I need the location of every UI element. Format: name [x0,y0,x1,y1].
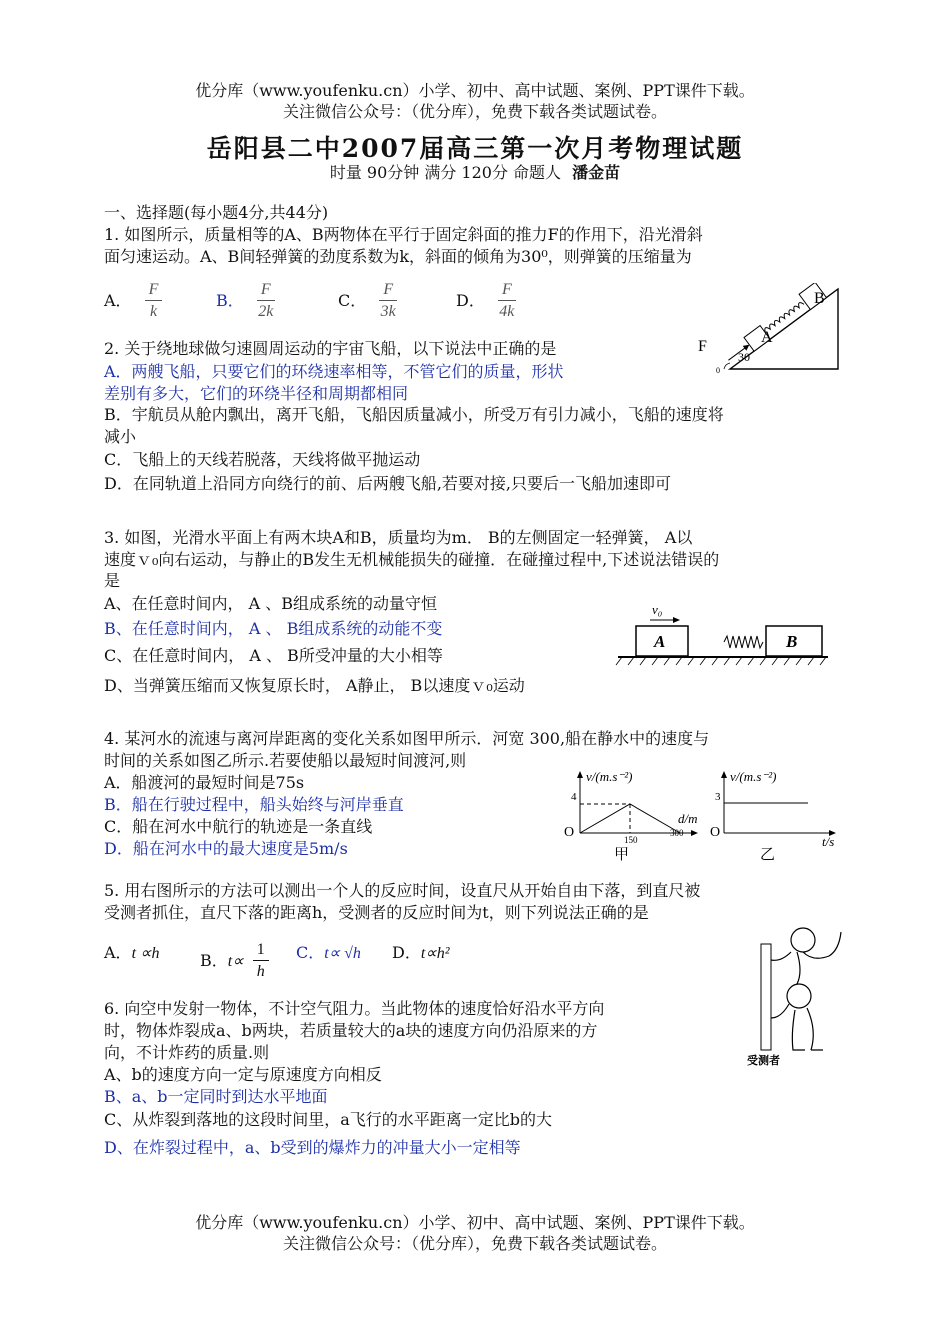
q5-option-b-expr: t∝ [227,953,244,970]
jia-origin: O [564,825,575,840]
q1-options [104,268,624,318]
jia-y-tick: 4 [571,791,577,803]
q5-reaction-figure [745,922,857,1068]
q5-option-d-expr: t∝h² [420,945,450,962]
q2-option-a-line1: A．两艘飞船，只要它们的环绕速率相等，不管它们的质量，形状 [104,362,564,381]
q2-option-c: C．飞船上的天线若脱落，天线将做平抛运动 [104,450,421,469]
q1-d-den: 4k [499,303,515,320]
q5-option-c-label: C． [296,943,325,962]
q1-stem-line1: 1. 如图所示，质量相等的A、B两物体在平行于固定斜面的推力F的作用下，沿光滑斜 [104,225,703,244]
q1-option-a [104,280,162,323]
q3-option-c: C、在任意时间内， A 、 B所受冲量的大小相等 [104,646,443,665]
ruler [761,944,771,1050]
q5-stem-line1: 5. 用右图所示的方法可以测出一个人的反应时间，设直尺从开始自由下落，到直尺被 [104,881,701,900]
jia-x-end-tick: 300 [670,828,684,838]
q1-option-c [338,280,397,323]
q5-option-b-fraction [253,940,269,983]
exam-meta-text: 时量 90分钟 满分 120分 命题人 [329,163,562,182]
q3-option-b: B、在任意时间内， A 、 B组成系统的动能不变 [104,619,443,638]
q1-option-b-label: B． [216,291,244,310]
jia-x-mid-tick: 150 [624,835,638,845]
tester-body [797,952,800,984]
q4-option-d: D．船在河水中的最大速度是5m/s [104,839,348,858]
fig-label-a: A [761,329,773,346]
exam-title: 岳阳县二中2007届高三第一次月考物理试题 [206,134,744,163]
exam-author: 潘金苗 [572,163,621,182]
yi-caption: 乙 [760,847,776,863]
tester-arms [771,932,841,960]
fig-block-a-label: A [654,632,666,651]
q1-option-b [216,280,275,323]
q6-stem-line1: 6. 向空中发射一物体，不计空气阻力。当此物体的速度恰好沿水平方向 [104,999,605,1018]
q2-option-b-line1: B．宇航员从舱内飘出，离开飞船，飞船因质量减小，所受万有引力减小，飞船的速度将 [104,405,724,424]
yi-y-label: v/(m.s⁻²) [730,769,777,784]
q3-option-a: A、在任意时间内， A 、B组成系统的动量守恒 [104,594,438,613]
q6-option-c: C、从炸裂到落地的这段时间里，a飞行的水平距离一定比b的大 [104,1110,553,1129]
q4-stem-line2: 时间的关系如图乙所示.若要使船以最短时间渡河,则 [104,751,467,770]
q4-option-b: B．船在行驶过程中，船头始终与河岸垂直 [104,795,404,814]
jia-x-arrow [691,830,698,836]
q6-stem-line2: 时，物体炸裂成a、b两块，若质量较大的a块的速度方向仍沿原来的方 [104,1021,598,1040]
jia-x-label: d/m [678,811,698,826]
v0-arrowhead [673,617,680,623]
q1-b-den: 2k [258,303,274,320]
q5-option-d-label: D． [392,943,421,962]
yi-y-arrow [721,771,727,778]
q1-stem-line2: 面匀速运动。A、B间轻弹簧的劲度系数为k，斜面的倾角为30⁰，则弹簧的压缩量为 [104,247,692,266]
footer-line-1: 优分库（www.youfenku.cn）小学、初中、高中试题、案例、PPT课件下载。 [195,1213,755,1232]
q5-b-den: h [256,963,265,980]
q1-a-den: k [149,303,158,320]
q5-b-num: 1 [253,940,269,961]
q5-option-b [200,940,269,983]
q3-stem-line1: 3. 如图，光滑水平面上有两木块A和B，质量均为m． B的左侧固定一轻弹簧， A以 [104,528,693,547]
q1-option-a-label: A． [104,291,132,310]
q3-option-d: D、当弹簧压缩而又恢复原长时， A静止， B以速度ｖ₀运动 [104,676,525,695]
q1-option-c-label: C． [338,291,367,310]
q5-option-a [104,940,159,963]
q4-stem-line1: 4. 某河水的流速与离河岸距离的变化关系如图甲所示．河宽 300,船在静水中的速度与 [104,729,710,748]
q5-stem-line2: 受测者抓住，直尺下落的距离h，受测者的反应时间为t，则下列说法正确的是 [104,903,649,922]
q4-velocity-graphs [560,765,845,865]
q1-option-a-fraction [145,280,163,323]
q5-option-c [296,940,361,963]
fig-angle: 30 [738,350,750,364]
q3-stem-line2: 速度ｖ₀向右运动，与静止的B发生无机械能损失的碰撞．在碰撞过程中,下述说法错误的 [104,550,720,569]
header-line-1: 优分库（www.youfenku.cn）小学、初中、高中试题、案例、PPT课件下载。 [195,81,755,100]
fig-label-f: F [698,338,707,355]
subject-head [787,984,811,1008]
yi-y-tick: 3 [715,791,721,803]
footer-line-2: 关注微信公众号：（优分库），免费下载各类试题试卷。 [282,1234,667,1253]
q5-option-a-expr: t ∝h [131,945,160,962]
yi-x-label: t/s [822,834,835,849]
fig-block-b-label: B [786,632,798,651]
jia-y-label: v/(m.s⁻²) [586,769,633,784]
q1-option-c-fraction [379,280,397,323]
fig-v0-label: v₀ [652,602,663,617]
fig-subject-label: 受测者 [747,1055,780,1067]
q3-stem-line3: 是 [104,571,121,590]
q1-c-den: 3k [380,303,396,320]
q6-stem-line3: 向，不计炸药的质量.则 [104,1043,270,1062]
q1-incline-figure [690,283,850,375]
fig-angle-sup: 0 [716,366,720,375]
q4-option-a: A．船渡河的最短时间是75s [104,773,305,792]
ground-hatch [616,657,826,665]
q3-collision-figure [614,598,834,666]
jia-y-arrow [577,771,583,778]
q2-option-a-line2: 差别有多大，它们的环绕半径和周期都相同 [104,384,409,403]
q1-c-num: F [379,280,397,301]
q1-option-d-fraction [498,280,516,323]
q5-option-c-expr: t∝ √h [324,945,361,962]
q5-option-b-label: B． [200,951,228,970]
q1-option-d [456,280,516,323]
yi-origin: O [710,825,721,840]
jia-caption: 甲 [614,847,630,863]
q1-a-num: F [145,280,163,301]
q6-option-a: A、b的速度方向一定与原速度方向相反 [104,1065,382,1084]
tester-head [791,928,815,952]
angle-arc [724,363,730,369]
q2-stem: 2. 关于绕地球做匀速圆周运动的宇宙飞船，以下说法中正确的是 [104,339,557,358]
q5-option-d [392,940,450,963]
spring [724,636,763,648]
q1-option-d-label: D． [456,291,485,310]
q6-option-d: D、在炸裂过程中，a、b受到的爆炸力的冲量大小一定相等 [104,1138,521,1157]
subject-body [771,1004,823,1050]
section-heading: 一、选择题(每小题4分,共44分) [104,203,329,222]
q5-options [104,926,504,978]
q2-option-b-line2: 减小 [104,427,137,446]
q1-b-num: F [257,280,275,301]
q4-option-c: C．船在河水中航行的轨迹是一条直线 [104,817,373,836]
q1-d-num: F [498,280,516,301]
q6-option-b: B、a、b一定同时到达水平地面 [104,1087,328,1106]
q1-option-b-fraction [257,280,275,323]
header-line-2: 关注微信公众号：（优分库），免费下载各类试题试卷。 [282,102,667,121]
fig-label-b: B [814,290,825,307]
q5-option-a-label: A． [104,943,132,962]
q2-option-d: D．在同轨道上沿同方向绕行的前、后两艘飞船,若要对接,只要后一飞船加速即可 [104,474,672,493]
exam-meta [0,160,950,183]
